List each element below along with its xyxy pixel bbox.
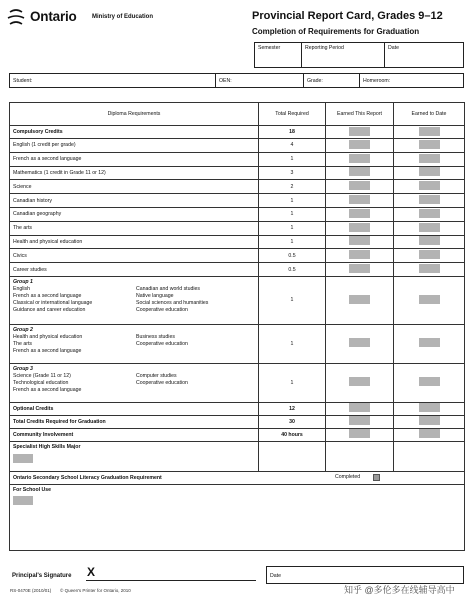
subject-label: Civics <box>10 249 259 263</box>
compulsory-title: Compulsory Credits <box>10 126 259 139</box>
optional-label: Optional Credits <box>10 402 259 415</box>
group-subject: Technological education <box>13 380 69 386</box>
value-box <box>419 167 440 176</box>
compulsory-total: 18 <box>259 126 326 139</box>
subject-required: 1 <box>259 235 326 249</box>
subject-required: 0.5 <box>259 263 326 277</box>
group-subject: Guidance and career education <box>13 307 86 314</box>
subject-label: English (1 credit per grade) <box>10 139 259 153</box>
value-box <box>349 429 370 438</box>
value-box <box>419 429 440 438</box>
earned-date-cell[interactable] <box>394 235 465 249</box>
reporting-period-label: Reporting Period <box>305 45 344 51</box>
earned-report-cell[interactable] <box>326 194 394 208</box>
earned-report-cell[interactable] <box>326 166 394 180</box>
earned-date-cell[interactable] <box>394 180 465 194</box>
diploma-requirements-table <box>9 102 465 551</box>
student-field[interactable] <box>9 73 216 88</box>
value-box <box>349 209 370 218</box>
oen-label: OEN: <box>219 78 232 84</box>
subject-label: French as a second language <box>10 152 259 166</box>
earned-report-cell[interactable] <box>326 152 394 166</box>
school-use-row <box>10 484 465 550</box>
subject-label: Health and physical education <box>10 235 259 249</box>
value-box <box>419 377 440 386</box>
subject-required: 0.5 <box>259 249 326 263</box>
literacy-row <box>10 471 465 484</box>
group-subject: Native language <box>136 293 174 299</box>
earned-date-cell[interactable] <box>394 221 465 235</box>
shsm-value-box[interactable] <box>13 454 33 463</box>
subject-required: 2 <box>259 180 326 194</box>
value-box <box>419 209 440 218</box>
earned-date-cell[interactable] <box>394 166 465 180</box>
value-box <box>419 140 440 149</box>
group1-col1 <box>13 286 136 314</box>
group-subject: English <box>13 285 31 292</box>
shsm-empty-3 <box>394 441 465 471</box>
group3-col1 <box>13 373 136 394</box>
value-box <box>349 223 370 232</box>
group3-row <box>10 363 465 402</box>
subject-required: 1 <box>259 221 326 235</box>
group-subject: Cooperative education <box>136 341 188 347</box>
value-box <box>419 250 440 259</box>
earned-date-cell[interactable] <box>394 194 465 208</box>
subject-label: Canadian history <box>10 194 259 208</box>
semester-label: Semester <box>258 45 281 51</box>
earned-report-cell[interactable] <box>326 235 394 249</box>
earned-report-cell[interactable] <box>326 263 394 277</box>
subject-required: 1 <box>259 194 326 208</box>
watermark-text: 知乎 @多伦多在线辅导高中 <box>344 585 455 595</box>
earned-date-cell[interactable] <box>394 152 465 166</box>
page-subtitle: Completion of Requirements for Graduation <box>252 27 420 36</box>
earned-date-text: Earned to Date <box>411 111 447 117</box>
completed-label: Completed <box>335 473 361 480</box>
value-box <box>349 127 370 136</box>
group-subject: Computer studies <box>136 372 177 379</box>
compulsory-rows <box>10 139 465 277</box>
earned-date-cell[interactable] <box>394 139 465 153</box>
value-box <box>419 223 440 232</box>
group1-cell <box>10 276 259 324</box>
literacy-label: Ontario Secondary School Literacy Graduation Requirement <box>13 474 162 481</box>
literacy-cell <box>10 471 465 484</box>
grade-field[interactable] <box>303 73 360 88</box>
group2-col1 <box>13 334 136 355</box>
value-box <box>419 195 440 204</box>
earned-report-cell[interactable] <box>326 180 394 194</box>
value-box <box>349 195 370 204</box>
group-subject: Social sciences and humanities <box>136 300 209 307</box>
compulsory-subject-row <box>10 249 465 263</box>
earned-date-cell[interactable] <box>394 363 465 402</box>
earned-date-cell[interactable] <box>394 402 465 415</box>
value-box <box>349 338 370 347</box>
col-header-earned-date <box>394 103 465 126</box>
table-header-row <box>10 103 465 126</box>
group2-value: 1 <box>259 324 326 363</box>
compulsory-subject-row <box>10 207 465 221</box>
earned-report-cell[interactable] <box>326 139 394 153</box>
group3-cell <box>10 363 259 402</box>
homeroom-field[interactable] <box>359 73 464 88</box>
subject-label: Career studies <box>10 263 259 277</box>
value-box <box>419 403 440 412</box>
group-subject: Cooperative education <box>136 307 188 314</box>
compulsory-subject-row <box>10 194 465 208</box>
subject-label: Mathematics (1 credit in Grade 11 or 12) <box>10 166 259 180</box>
group1-row <box>10 276 465 324</box>
group2-row <box>10 324 465 363</box>
subject-required: 1 <box>259 207 326 221</box>
value-box <box>349 377 370 386</box>
earned-report-cell[interactable] <box>326 249 394 263</box>
group-subject: Canadian and world studies <box>136 285 201 292</box>
earned-report-cell[interactable] <box>326 126 394 139</box>
subject-required: 4 <box>259 139 326 153</box>
total-value: 30 <box>259 415 326 428</box>
earned-report-cell[interactable] <box>326 207 394 221</box>
col-header-requirements: Diploma Requirements <box>10 103 259 126</box>
shsm-row <box>10 441 465 471</box>
col-header-total-required <box>259 103 326 126</box>
compulsory-subject-row <box>10 166 465 180</box>
group3-col2 <box>136 373 258 394</box>
compulsory-subject-row <box>10 180 465 194</box>
compulsory-subject-row <box>10 221 465 235</box>
value-box <box>419 338 440 347</box>
oen-field[interactable] <box>215 73 304 88</box>
value-box <box>349 154 370 163</box>
school-use-label: For School Use <box>13 486 52 493</box>
value-box <box>349 295 370 304</box>
col-header-earned-report <box>326 103 394 126</box>
form-code: RS-0470E (2010/01) <box>10 588 52 593</box>
compulsory-subject-row <box>10 139 465 153</box>
date-label-bottom: Date <box>270 573 281 579</box>
earned-report-text: Earned This Report <box>337 111 382 117</box>
optional-value: 12 <box>259 402 326 415</box>
value-box <box>349 264 370 273</box>
group1-title: Group 1 <box>13 278 33 285</box>
group-subject: Health and physical education <box>13 333 83 340</box>
group-subject: Science (Grade 11 or 12) <box>13 372 71 379</box>
logo-wordmark: Ontario <box>30 9 77 24</box>
value-box <box>419 295 440 304</box>
group-subject: Classical or international language <box>13 300 93 307</box>
compulsory-subject-row <box>10 263 465 277</box>
value-box <box>349 181 370 190</box>
compulsory-subject-row <box>10 152 465 166</box>
subject-label: Canadian geography <box>10 207 259 221</box>
school-use-value-box[interactable] <box>13 496 33 505</box>
group-subject: Business studies <box>136 333 175 340</box>
earned-date-cell[interactable] <box>394 249 465 263</box>
shsm-empty-2 <box>326 441 394 471</box>
earned-date-cell[interactable] <box>394 415 465 428</box>
total-required-text: Total Required <box>275 111 309 117</box>
date-field-bottom[interactable] <box>266 566 464 584</box>
date-field-top[interactable] <box>384 42 464 68</box>
shsm-empty-1 <box>259 441 326 471</box>
homeroom-label: Homeroom: <box>363 78 391 84</box>
group1-col2 <box>136 286 258 314</box>
compulsory-subject-row <box>10 235 465 249</box>
earned-report-cell[interactable] <box>326 276 394 324</box>
value-box <box>419 154 440 163</box>
school-use-cell <box>10 484 465 550</box>
optional-credits-row <box>10 402 465 415</box>
group1-value: 1 <box>259 276 326 324</box>
earned-report-cell[interactable] <box>326 402 394 415</box>
value-box <box>419 127 440 136</box>
community-label: Community Involvement <box>10 428 259 441</box>
copyright: © Queen's Printer for Ontario, 2010 <box>60 588 131 593</box>
ministry-name: Ministry of Education <box>92 14 154 20</box>
value-box <box>349 403 370 412</box>
subject-label: The arts <box>10 221 259 235</box>
value-box <box>349 236 370 245</box>
semester-field[interactable] <box>254 42 302 68</box>
subject-required: 1 <box>259 152 326 166</box>
group3-value: 1 <box>259 363 326 402</box>
group2-title: Group 2 <box>13 326 33 333</box>
group-subject: French as a second language <box>13 348 82 355</box>
page-title: Provincial Report Card, Grades 9–12 <box>252 10 443 22</box>
compulsory-credits-row <box>10 126 465 139</box>
value-box <box>349 167 370 176</box>
signature-x-mark: X <box>87 565 96 579</box>
earned-date-cell[interactable] <box>394 207 465 221</box>
group3-title: Group 3 <box>13 365 33 372</box>
principal-signature-label: Principal's Signature <box>12 573 72 579</box>
value-box <box>349 140 370 149</box>
value-box <box>419 416 440 425</box>
community-involvement-row <box>10 428 465 441</box>
student-label: Student: <box>13 78 33 84</box>
group-subject: Cooperative education <box>136 380 188 386</box>
group-subject: French as a second language <box>13 293 82 299</box>
earned-report-cell[interactable] <box>326 324 394 363</box>
total-credits-row <box>10 415 465 428</box>
earned-report-cell[interactable] <box>326 428 394 441</box>
reporting-period-field[interactable] <box>301 42 385 68</box>
community-value: 40 hours <box>259 428 326 441</box>
shsm-label: Specialist High Skills Major <box>13 443 81 450</box>
earned-date-cell[interactable] <box>394 276 465 324</box>
total-label: Total Credits Required for Graduation <box>10 415 259 428</box>
earned-report-cell[interactable] <box>326 363 394 402</box>
group2-cell <box>10 324 259 363</box>
earned-date-cell[interactable] <box>394 324 465 363</box>
group-subject: French as a second language <box>13 387 82 394</box>
value-box <box>419 264 440 273</box>
group-subject: The arts <box>13 341 33 347</box>
value-box <box>419 236 440 245</box>
earned-date-cell[interactable] <box>394 428 465 441</box>
signature-line[interactable] <box>86 580 256 581</box>
earned-date-cell[interactable] <box>394 263 465 277</box>
earned-date-cell[interactable] <box>394 126 465 139</box>
group2-col2 <box>136 334 258 355</box>
value-box <box>349 416 370 425</box>
subject-label: Science <box>10 180 259 194</box>
value-box <box>349 250 370 259</box>
date-label-top: Date <box>388 45 399 51</box>
completed-checkbox[interactable] <box>373 474 380 481</box>
earned-report-cell[interactable] <box>326 415 394 428</box>
grade-label: Grade: <box>307 78 323 84</box>
subject-required: 3 <box>259 166 326 180</box>
earned-report-cell[interactable] <box>326 221 394 235</box>
value-box <box>419 181 440 190</box>
shsm-cell <box>10 441 259 471</box>
